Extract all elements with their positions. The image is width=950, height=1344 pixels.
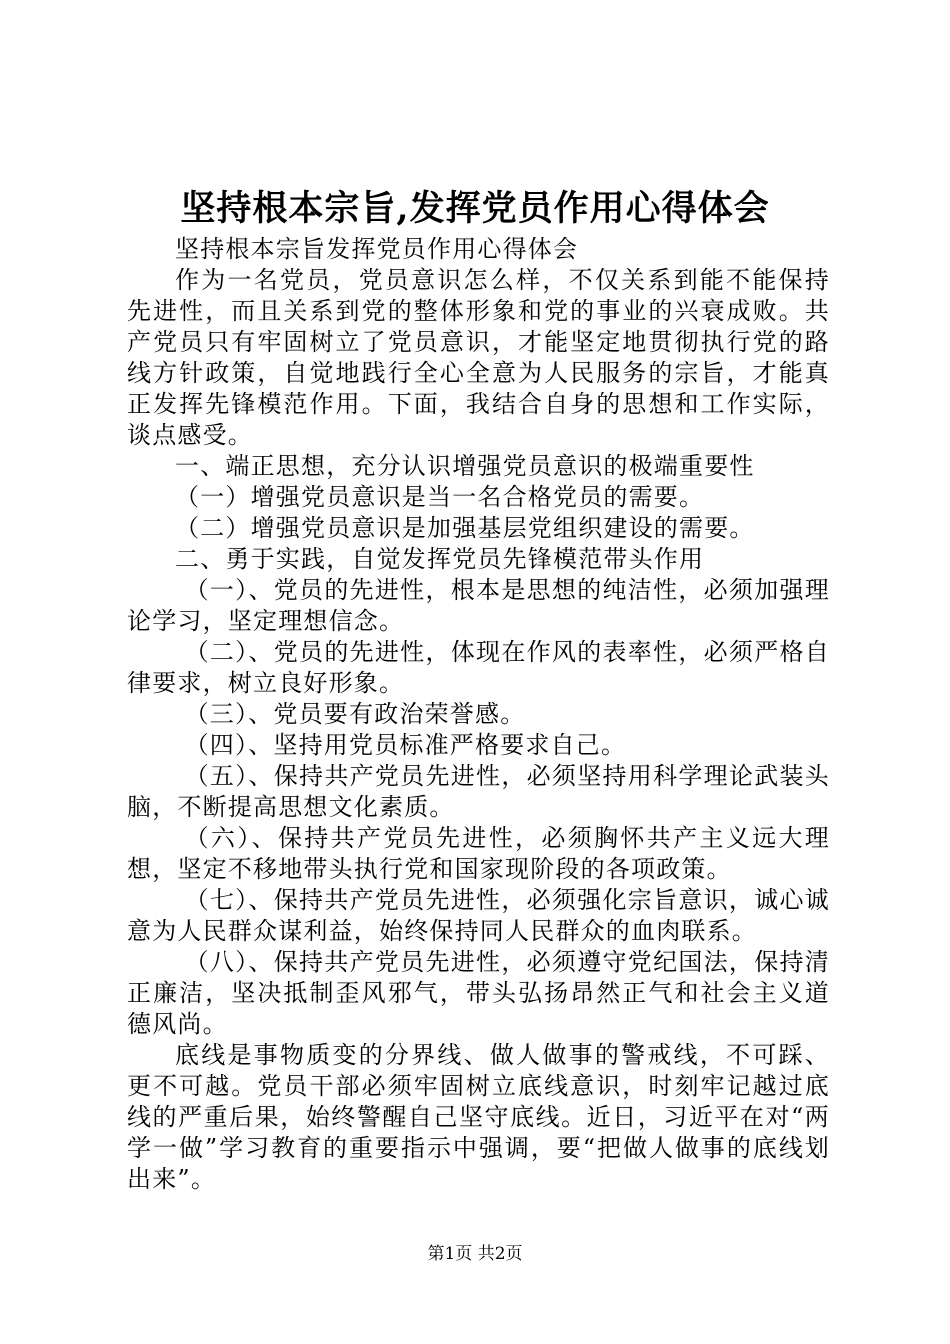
paragraph-item: （八）、保持共产党员先进性，必须遵守党纪国法，保持清正廉洁，坚决抵制歪风邪气，带头弘扬昂然正气和社会主义道德风尚。: [127, 948, 830, 1038]
paragraph-item: （四）、坚持用党员标准严格要求自己。: [184, 731, 627, 759]
paragraph-intro: 作为一名党员，党员意识怎么样，不仅关系到能不能保持先进性，而且关系到党的整体形象和党的事业的兴衰成败。共产党员只有牢固树立了党员意识，才能坚定地贯彻执行党的路线方针政策，自觉地践行全心全意为人民服务的宗旨，才能真正发挥先锋模范作用。下面，我结合自身的思想和工作实际，谈点感受。: [127, 266, 830, 449]
paragraph-item: （三）、党员要有政治荣誉感。: [184, 700, 526, 728]
paragraph-bottom-line: 底线是事物质变的分界线、做人做事的警戒线，不可踩、更不可越。党员干部必须牢固树立底线意识，时刻牢记越过底线的严重后果，始终警醒自己坚守底线。近日，习近平在对“两学一做”学习教育的重要指示中强调，要“把做人做事的底线划出来”。: [127, 1041, 830, 1193]
paragraph-item: （七）、保持共产党员先进性，必须强化宗旨意识，诚心诚意为人民群众谋利益，始终保持同人民群众的血肉联系。: [127, 886, 830, 945]
paragraph-item: （一）、党员的先进性，根本是思想的纯洁性，必须加强理论学习，坚定理想信念。: [127, 576, 830, 635]
page-footer: 第1页 共2页: [427, 1244, 523, 1264]
heading-section-2: 二、勇于实践，自觉发挥党员先锋模范带头作用: [175, 545, 705, 573]
document-title: 坚持根本宗旨,发挥党员作用心得体会: [180, 188, 770, 229]
paragraph-item: （一）增强党员意识是当一名合格党员的需要。: [175, 483, 705, 511]
paragraph-item: （六）、保持共产党员先进性，必须胸怀共产主义远大理想，坚定不移地带头执行党和国家现阶段的各项政策。: [127, 824, 830, 883]
paragraph-item: （五）、保持共产党员先进性，必须坚持用科学理论武装头脑，不断提高思想文化素质。: [127, 762, 830, 821]
heading-section-1: 一、端正思想，充分认识增强党员意识的极端重要性: [175, 452, 755, 480]
paragraph-item: （二）增强党员意识是加强基层党组织建设的需要。: [175, 514, 755, 542]
paragraph-subtitle: 坚持根本宗旨发挥党员作用心得体会: [175, 235, 579, 263]
document-body: [127, 234, 830, 1195]
paragraph-item: （二）、党员的先进性，体现在作风的表率性，必须严格自律要求，树立良好形象。: [127, 638, 830, 697]
